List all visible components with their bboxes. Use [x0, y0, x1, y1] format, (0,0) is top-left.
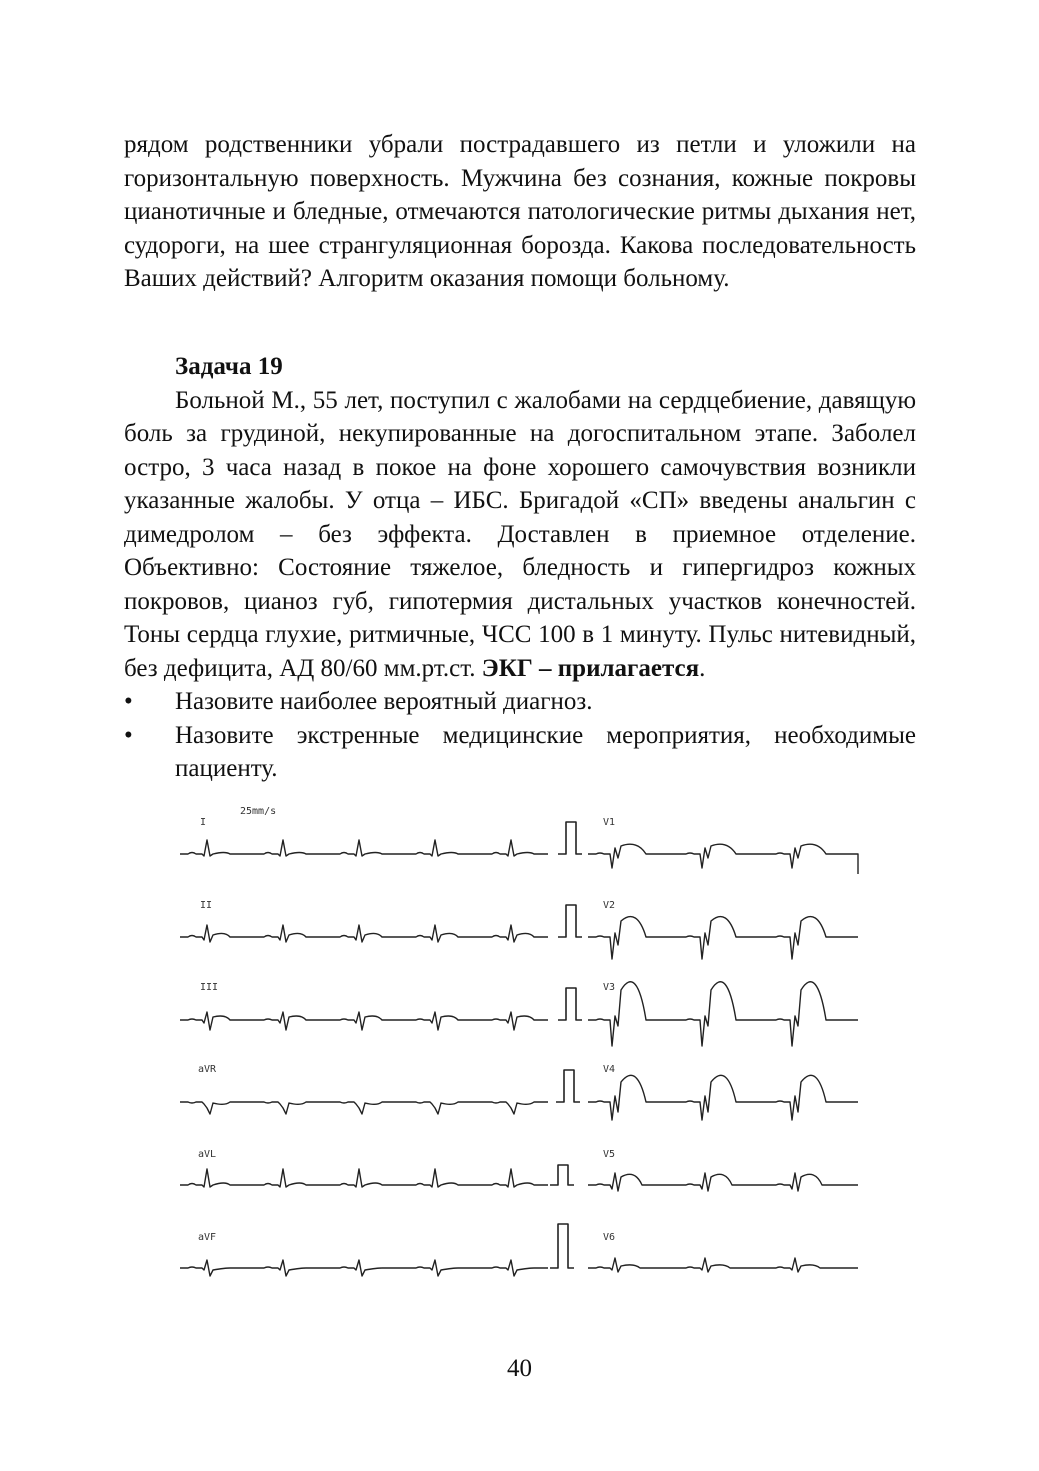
- ecg-trace-ii: [180, 925, 548, 942]
- ecg-calibration-pulse-2: [558, 905, 582, 937]
- ecg-lead-label-iii: III: [200, 982, 219, 993]
- ecg-lead-label-v4: V4: [603, 1064, 616, 1075]
- ecg-trace-i: [180, 840, 548, 856]
- ecg-paper-speed: 25mm/s: [240, 806, 277, 817]
- ecg-trace-v1: [588, 844, 858, 874]
- ecg-trace-v3: [588, 982, 858, 1046]
- ecg-attached-period: .: [699, 654, 706, 682]
- ecg-lead-label-v5: V5: [603, 1149, 616, 1160]
- bullet-mark: •: [124, 721, 133, 749]
- ecg-trace-avl: [180, 1169, 548, 1187]
- ecg-lead-label-avr: aVR: [198, 1064, 217, 1075]
- ecg-lead-label-i: I: [200, 817, 207, 828]
- task-description-text: Больной М., 55 лет, поступил с жалобами на сердцебиение, давящую боль за грудиной, некупированные на догоспитальном этапе. Заболел остро, 3 часа назад в покое на фоне хорошего самочувствия возникли указанные жалобы. У отца – ИБС. Бригадой «СП» введены анальгин с димедролом – без эффекта. Доставлен в приемное отделение. Объективно: Состояние тяжелое, бледность и гипергидроз кожных покровов, цианоз губ, гипотермия дистальных участков конечностей. Тоны сердца глухие, ритмичные, ЧСС 100 в 1 минуту. Пульс нитевидный, без дефицита, АД 80/60 мм.рт.ст.: [124, 386, 916, 682]
- ecg-lead-label-v3: V3: [603, 982, 616, 993]
- ecg-lead-label-v1: V1: [603, 817, 616, 828]
- ecg-lead-label-v6: V6: [603, 1232, 616, 1243]
- ecg-lead-label-ii: II: [200, 900, 213, 911]
- question-text: Назовите экстренные медицинские мероприятия, необходимые пациенту.: [175, 721, 916, 782]
- ecg-trace-v5: [588, 1173, 858, 1191]
- bullet-mark: •: [124, 688, 133, 715]
- task-heading: Задача 19: [175, 353, 283, 380]
- intro-text: [124, 128, 916, 296]
- ecg-lead-label-avf: aVF: [198, 1232, 217, 1243]
- ecg-calibration-pulse-5: [550, 1165, 574, 1185]
- ecg-trace-avf: [180, 1260, 548, 1276]
- ecg-lead-label-avl: aVL: [198, 1149, 217, 1160]
- ecg-trace-v4: [588, 1075, 858, 1120]
- ecg-calibration-pulse-1: [558, 822, 582, 854]
- question-text: Назовите наиболее вероятный диагноз.: [175, 688, 593, 715]
- ecg-figure: [178, 802, 868, 1292]
- questions-list: [124, 685, 916, 786]
- paragraph-1: рядом родственники убрали пострадавшего из петли и уложили на горизонтальную поверхность. Мужчина без сознания, кожные покровы цианотичные и бледные, отмечаются патологические ритмы дыхания нет, судороги, на шее странгуляционная борозда. Какова последовательность Ваших действий? Алгоритм оказания помощи больному.: [124, 131, 916, 292]
- ecg-calibration-pulse-6: [550, 1224, 574, 1268]
- question-item: [124, 685, 916, 719]
- task-description: [124, 384, 916, 686]
- ecg-trace-avr: [180, 1102, 548, 1114]
- ecg-attached-note: ЭКГ – прилагается: [481, 654, 700, 682]
- ecg-trace-v6: [588, 1258, 858, 1272]
- ecg-calibration-pulse-4: [556, 1070, 580, 1102]
- task-19-section: [124, 350, 916, 786]
- ecg-calibration-pulse-3: [558, 988, 582, 1020]
- question-item: [124, 719, 916, 786]
- ecg-tracing: [178, 802, 868, 1292]
- ecg-trace-iii: [180, 1012, 548, 1030]
- ecg-trace-v2: [588, 917, 858, 959]
- page-number: 40: [507, 1355, 532, 1382]
- ecg-lead-label-v2: V2: [603, 900, 616, 911]
